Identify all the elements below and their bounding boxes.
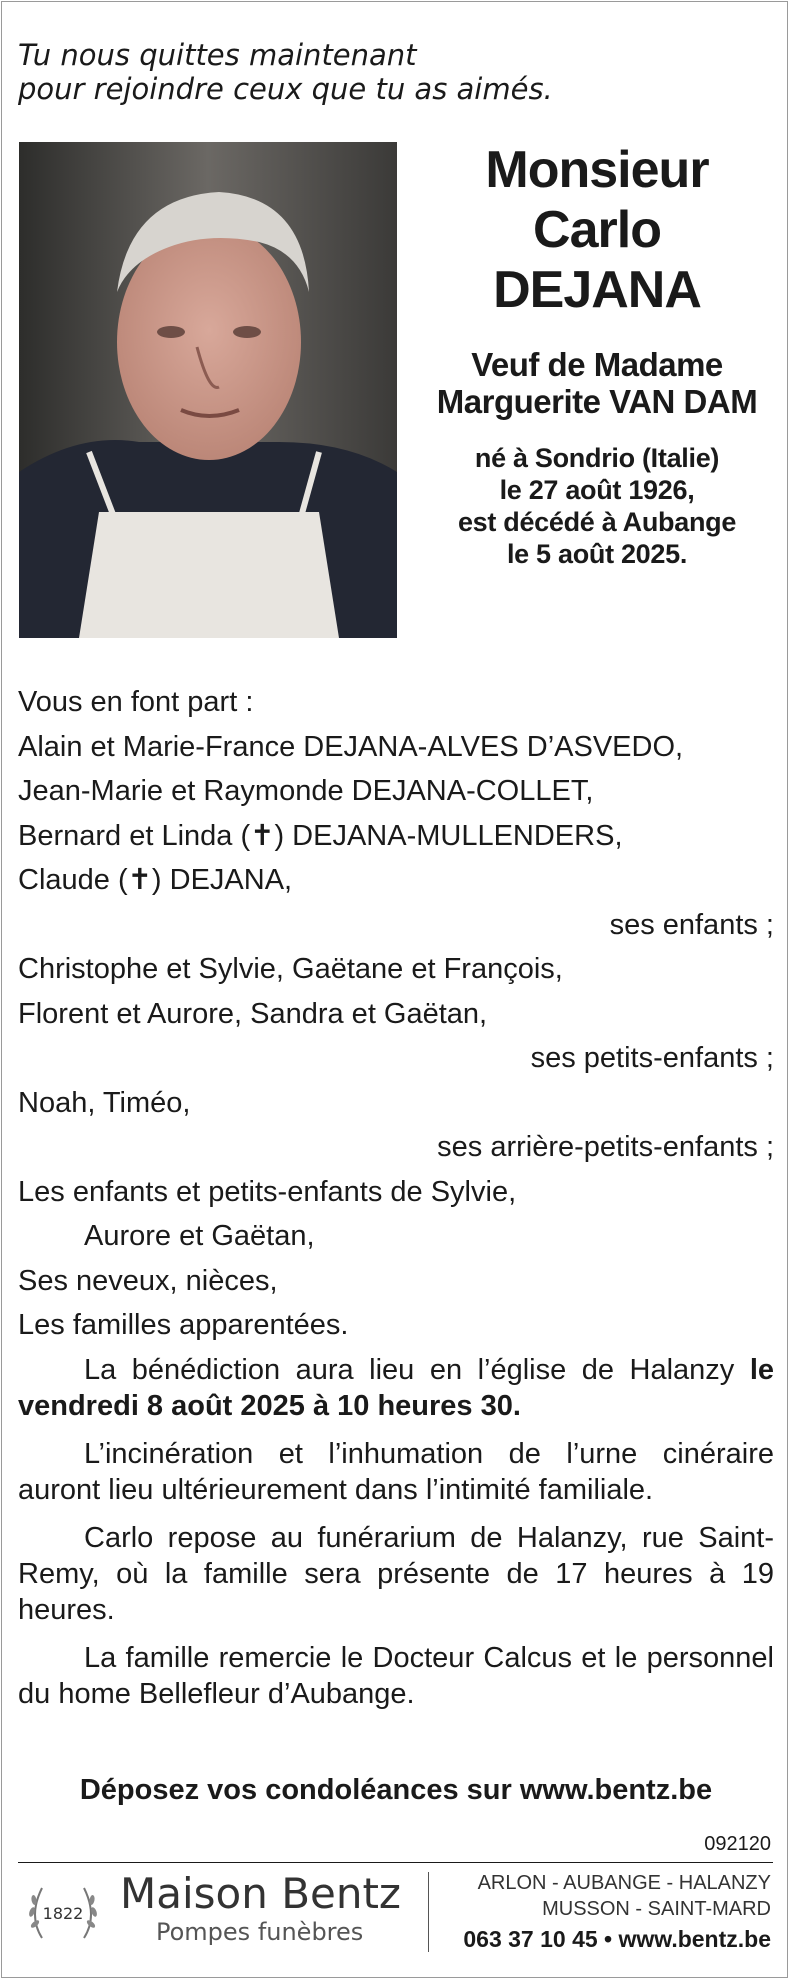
child-line: Alain et Marie-France DEJANA-ALVES D’ASVEDO, [18,730,684,763]
deceased-first-name: Carlo [533,201,661,259]
locations [478,1870,771,1922]
death-place: est décédé à Aubange [457,507,737,537]
footer-divider [18,1862,773,1863]
quote-line-2: pour rejoindre ceux que tu as aimés. [18,72,553,106]
blessing-text: La bénédiction aura lieu en l’église de Halanzy [84,1353,735,1386]
footer-vertical-divider [428,1872,429,1952]
quote [18,38,578,106]
widow-line-1: Veuf de Madame [471,346,723,383]
contact-info[interactable]: 063 37 10 45 • www.bentz.be [463,1926,771,1952]
reference-number: 092120 [704,1833,771,1855]
birth-death-info [410,442,784,570]
condolences-link[interactable]: Déposez vos condoléances sur www.bentz.be [79,1774,713,1806]
birth-place: né à Sondrio (Italie) [474,443,720,473]
portrait-photo [19,142,397,638]
laurel-seal-icon [22,1872,104,1954]
relatives-line-4: Les familles apparentées. [18,1309,349,1341]
seal-year: 1822 [42,1904,84,1923]
visitation-paragraph: Carlo repose au funérarium de Halanzy, rue Saint-Remy, où la famille sera présente de 17 heures à 19 heures. [18,1521,774,1626]
grandchild-line: Christophe et Sylvie, Gaëtane et François, [18,953,563,985]
widow-line-2: Marguerite VAN DAM [436,383,758,420]
great-grandchild-line: Noah, Timéo, [18,1086,191,1119]
announcement-body [18,680,774,1724]
locations-line-1: ARLON - AUBANGE - HALANZY [477,1872,771,1894]
brand-name: Maison Bentz [120,1869,401,1918]
death-date: le 5 août 2025. [506,539,688,569]
children-label: ses enfants ; [609,908,774,941]
great-grandchildren-label: ses arrière-petits-enfants ; [437,1131,774,1163]
quote-line-1: Tu nous quittes maintenant [18,38,417,72]
brand [120,1870,401,1946]
birth-date: le 27 août 1926, [499,475,695,505]
thanks-paragraph: La famille remercie le Docteur Calcus et le personnel du home Bellefleur d’Aubange. [18,1641,774,1710]
grandchild-line: Florent et Aurore, Sandra et Gaëtan, [18,997,488,1030]
blessing-date: le vendredi 8 août 2025 à 10 heures 30. [18,1353,774,1422]
intro-line: Vous en font part : [18,686,254,718]
relatives-line-1: Les enfants et petits-enfants de Sylvie, [18,1175,517,1208]
deceased-header [410,140,784,570]
cremation-paragraph: L’incinération et l’inhumation de l’urne cinéraire auront lieu ultérieurement dans l’intimité familiale. [18,1437,774,1506]
brand-subtitle: Pompes funèbres [156,1918,364,1946]
child-line: Jean-Marie et Raymonde DEJANA-COLLET, [18,775,594,807]
relatives-line-3: Ses neveux, nièces, [18,1264,278,1297]
blessing-paragraph [18,1352,774,1424]
locations-line-2: MUSSON - SAINT-MARD [542,1898,771,1920]
relatives-line-2: Aurore et Gaëtan, [84,1220,315,1252]
deceased-title: Monsieur [485,141,709,199]
widow-of [410,346,784,420]
child-line: Claude (✝) DEJANA, [18,864,293,896]
deceased-last-name: DEJANA [493,261,701,319]
child-line: Bernard et Linda (✝) DEJANA-MULLENDERS, [18,819,623,852]
grandchildren-label: ses petits-enfants ; [530,1042,774,1074]
portrait-illustration [19,142,397,638]
